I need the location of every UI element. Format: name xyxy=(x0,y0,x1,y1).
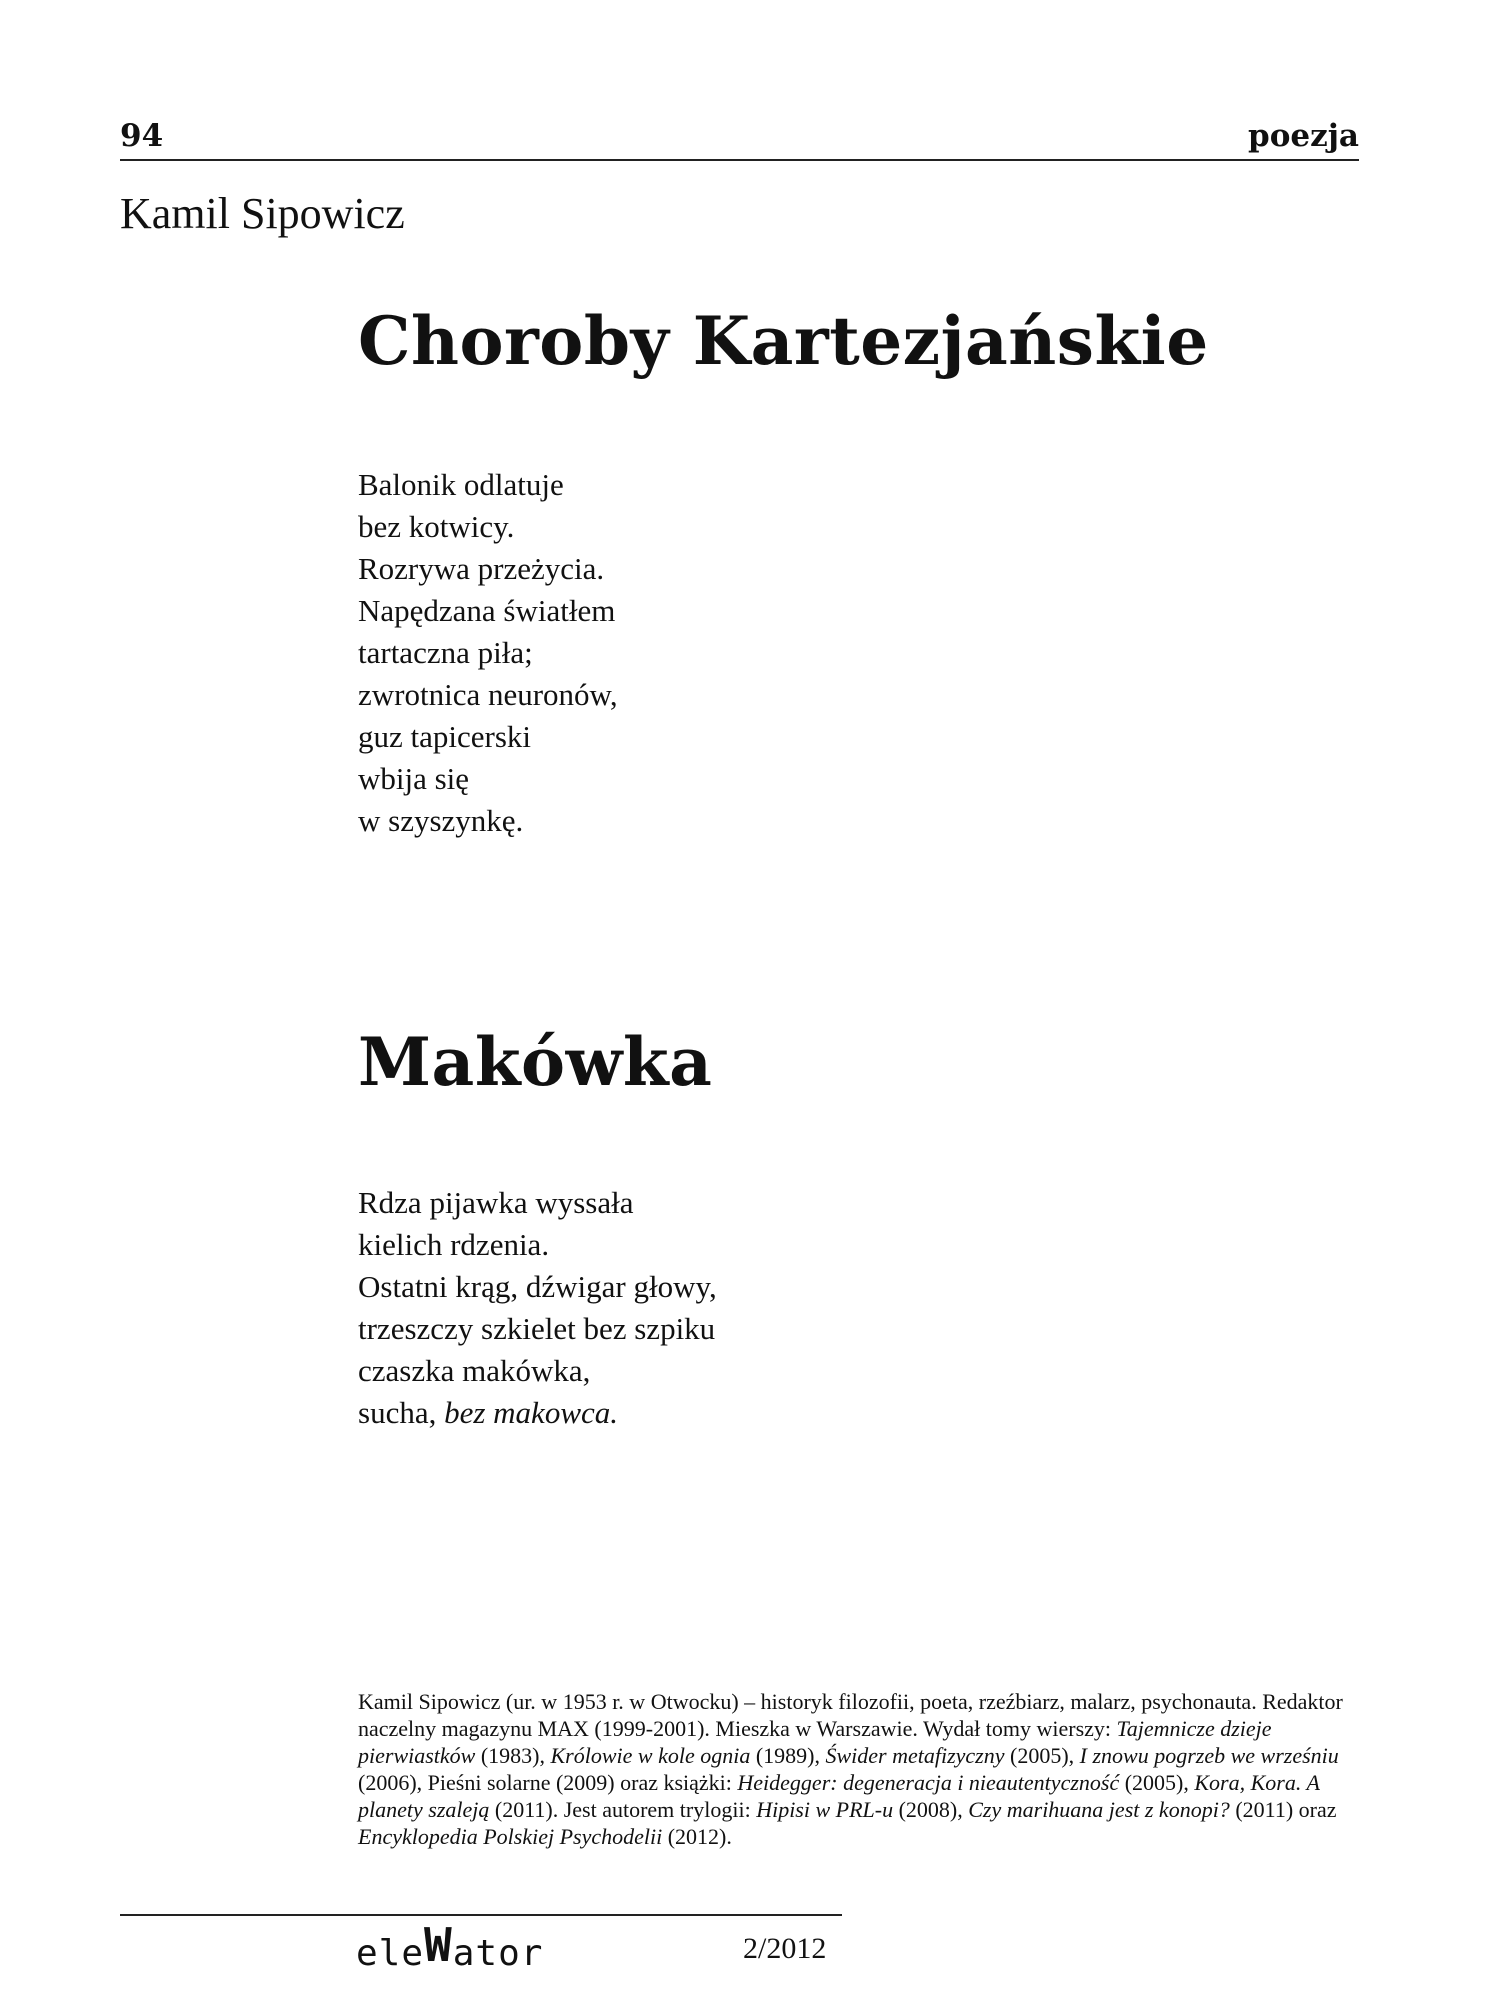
issue-number: 2/2012 xyxy=(743,1932,827,1965)
poem-line: Rozrywa przeżycia. xyxy=(358,551,605,586)
bio-text: (2008), xyxy=(893,1797,969,1822)
header-divider xyxy=(120,159,1359,161)
poem-line: Balonik odlatuje xyxy=(358,467,564,502)
poem-line: Napędzana światłem xyxy=(358,593,616,628)
logo-text: ele xyxy=(356,1933,425,1974)
footer-divider xyxy=(120,1914,842,1916)
section-label: poezja xyxy=(1248,118,1359,154)
bio-title: Hipisi w PRL-u xyxy=(756,1797,894,1822)
poem-line: w szyszynkę. xyxy=(358,803,524,838)
author-bio xyxy=(358,1688,1368,1850)
poem-line-italic: bez makowca. xyxy=(444,1395,618,1430)
poem-body xyxy=(358,464,618,842)
logo-text: W xyxy=(424,1918,453,1972)
bio-title: Encyklopedia Polskiej Psychodelii xyxy=(358,1824,663,1849)
bio-text: Kamil Sipowicz (ur. w 1953 r. w Otwocku) – historyk filozofii, poeta, rzeźbiarz, malarz, psychonauta. Redaktor naczelny magazynu MAX (1999-2001). Mieszka w Warszawie. Wydał tomy wierszy: xyxy=(358,1689,1343,1741)
bio-title: Królowie w kole ognia xyxy=(550,1743,751,1768)
page-number: 94 xyxy=(120,118,164,154)
poem-line: kielich rdzenia. xyxy=(358,1227,550,1262)
bio-title: Kora, Kora. A planety szaleją xyxy=(358,1770,1320,1822)
poem-line: bez kotwicy. xyxy=(358,509,515,544)
poem-line: trzeszczy szkielet bez szpiku xyxy=(358,1311,716,1346)
poem-line: Rdza pijawka wyssała xyxy=(358,1185,634,1220)
magazine-logo xyxy=(356,1918,544,1976)
bio-title: Świder metafizyczny xyxy=(825,1743,1005,1768)
bio-text: (2011). Jest autorem trylogii: xyxy=(489,1797,757,1822)
bio-title: Czy marihuana jest z konopi? xyxy=(968,1797,1230,1822)
logo-text: ator xyxy=(452,1933,544,1974)
poem-line-last xyxy=(358,1392,717,1434)
bio-text: (2005), xyxy=(1119,1770,1195,1795)
poem-line: czaszka makówka, xyxy=(358,1353,591,1388)
poem-title: Choroby Kartezjańskie xyxy=(358,302,1209,380)
bio-text: (1983), xyxy=(475,1743,551,1768)
author-name: Kamil Sipowicz xyxy=(120,189,405,238)
poem-line: tartaczna piła; xyxy=(358,635,533,670)
bio-title: Tajemnicze dzieje pierwiastków xyxy=(358,1716,1272,1768)
poem-line: wbija się xyxy=(358,761,470,796)
poem-line: Ostatni krąg, dźwigar głowy, xyxy=(358,1269,717,1304)
poem-line-text: sucha, xyxy=(358,1395,445,1430)
poem-line: guz tapicerski xyxy=(358,719,532,754)
bio-text: (1989), xyxy=(750,1743,826,1768)
bio-text: (2006), Pieśni solarne (2009) oraz książki: xyxy=(358,1770,738,1795)
poem-title: Makówka xyxy=(358,1023,713,1101)
bio-text: (2005), xyxy=(1004,1743,1080,1768)
poem-body xyxy=(358,1182,717,1434)
poem-line: zwrotnica neuronów, xyxy=(358,677,618,712)
bio-title: I znowu pogrzeb we wrześniu xyxy=(1079,1743,1339,1768)
bio-text: (2011) oraz xyxy=(1229,1797,1337,1822)
bio-text: (2012). xyxy=(662,1824,732,1849)
bio-title: Heidegger: degeneracja i nieautentyczność xyxy=(737,1770,1120,1795)
